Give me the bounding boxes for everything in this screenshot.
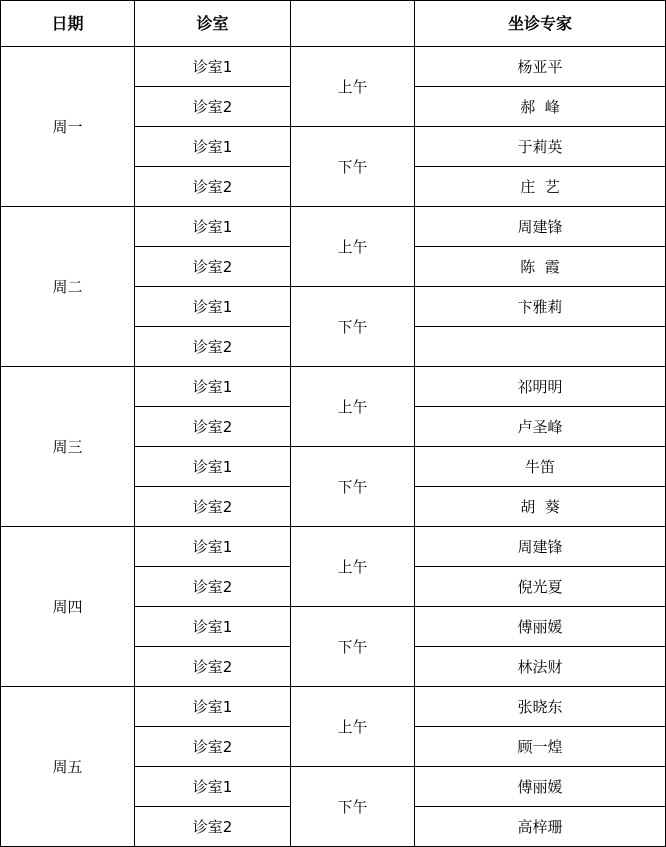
room-cell: 诊室1 <box>135 607 291 647</box>
expert-cell: 卞雅莉 <box>415 287 666 327</box>
session-cell: 上午 <box>291 687 415 767</box>
expert-cell: 祁明明 <box>415 367 666 407</box>
room-cell: 诊室1 <box>135 767 291 807</box>
room-cell: 诊室2 <box>135 567 291 607</box>
room-cell: 诊室2 <box>135 247 291 287</box>
expert-cell: 周建锋 <box>415 527 666 567</box>
day-cell: 周三 <box>1 367 135 527</box>
room-cell: 诊室2 <box>135 487 291 527</box>
room-cell: 诊室1 <box>135 47 291 87</box>
expert-cell: 周建锋 <box>415 207 666 247</box>
day-cell: 周一 <box>1 47 135 207</box>
session-cell: 下午 <box>291 607 415 687</box>
room-cell: 诊室1 <box>135 367 291 407</box>
session-cell: 上午 <box>291 207 415 287</box>
room-cell: 诊室1 <box>135 687 291 727</box>
expert-cell: 林法财 <box>415 647 666 687</box>
room-cell: 诊室1 <box>135 127 291 167</box>
expert-cell: 倪光夏 <box>415 567 666 607</box>
expert-cell: 顾一煌 <box>415 727 666 767</box>
expert-cell: 高梓珊 <box>415 807 666 847</box>
room-cell: 诊室2 <box>135 87 291 127</box>
session-cell: 上午 <box>291 367 415 447</box>
session-cell: 下午 <box>291 127 415 207</box>
expert-cell: 胡 葵 <box>415 487 666 527</box>
header-date: 日期 <box>1 1 135 47</box>
header-session <box>291 1 415 47</box>
expert-cell: 郝 峰 <box>415 87 666 127</box>
table-row <box>1 207 666 247</box>
expert-cell: 张晓东 <box>415 687 666 727</box>
expert-cell: 庄 艺 <box>415 167 666 207</box>
table-row <box>1 367 666 407</box>
table-row <box>1 47 666 87</box>
room-cell: 诊室2 <box>135 327 291 367</box>
expert-cell: 陈 霞 <box>415 247 666 287</box>
room-cell: 诊室2 <box>135 647 291 687</box>
schedule-body <box>1 47 666 847</box>
day-cell: 周二 <box>1 207 135 367</box>
expert-cell: 傅丽媛 <box>415 767 666 807</box>
room-cell: 诊室1 <box>135 527 291 567</box>
room-cell: 诊室2 <box>135 407 291 447</box>
expert-cell: 卢圣峰 <box>415 407 666 447</box>
expert-cell <box>415 327 666 367</box>
table-row <box>1 527 666 567</box>
session-cell: 下午 <box>291 447 415 527</box>
room-cell: 诊室1 <box>135 207 291 247</box>
header-expert: 坐诊专家 <box>415 1 666 47</box>
expert-cell: 杨亚平 <box>415 47 666 87</box>
room-cell: 诊室2 <box>135 727 291 767</box>
header-room: 诊室 <box>135 1 291 47</box>
session-cell: 下午 <box>291 767 415 847</box>
session-cell: 下午 <box>291 287 415 367</box>
room-cell: 诊室1 <box>135 447 291 487</box>
expert-cell: 于莉英 <box>415 127 666 167</box>
day-cell: 周五 <box>1 687 135 847</box>
session-cell: 上午 <box>291 47 415 127</box>
session-cell: 上午 <box>291 527 415 607</box>
header-row <box>1 1 666 47</box>
room-cell: 诊室1 <box>135 287 291 327</box>
table-row <box>1 687 666 727</box>
room-cell: 诊室2 <box>135 167 291 207</box>
room-cell: 诊室2 <box>135 807 291 847</box>
expert-cell: 牛笛 <box>415 447 666 487</box>
day-cell: 周四 <box>1 527 135 687</box>
expert-cell: 傅丽媛 <box>415 607 666 647</box>
